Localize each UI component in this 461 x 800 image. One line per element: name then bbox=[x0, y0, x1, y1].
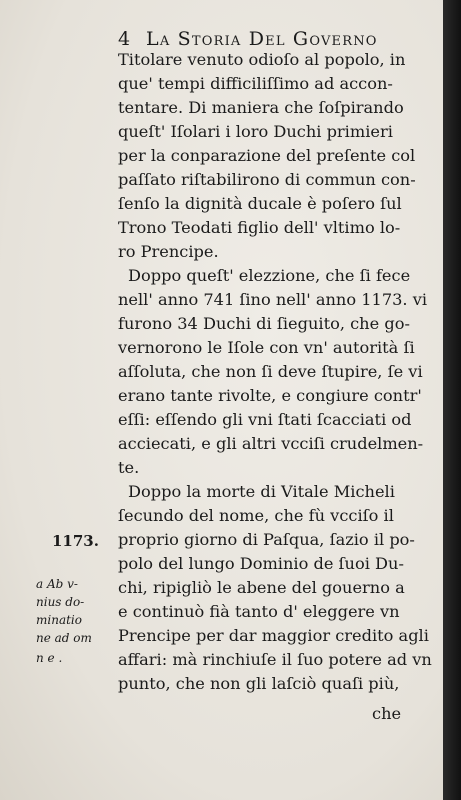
text-line: punto, che non gli laſciò quaſi più, bbox=[118, 674, 400, 693]
text-line: te. bbox=[118, 458, 140, 477]
text-line: chi, ripigliò le abene del gouerno a bbox=[118, 578, 405, 597]
text-line: ſecundo del nome, che fù vcciſo il bbox=[118, 506, 394, 525]
text-line: paſſato riſtabilirono di commun con- bbox=[118, 170, 416, 189]
text-line: ſenſo la dignità ducale è poſero ſul bbox=[118, 194, 402, 213]
margin-gloss-line: minatio bbox=[36, 613, 82, 627]
running-head: La Storia Del Governo bbox=[146, 28, 378, 50]
text-line: per la conparazione del preſente col bbox=[118, 146, 416, 165]
text-line: ro Prencipe. bbox=[118, 242, 219, 261]
text-line: Prencipe per dar maggior credito agli bbox=[118, 626, 429, 645]
text-line: erano tante rivolte, e congiure contr' bbox=[118, 386, 422, 405]
text-line: Titolare venuto odioſo al popolo, in bbox=[118, 50, 406, 69]
text-line: tentare. Di maniera che ſoſpirando bbox=[118, 98, 404, 117]
catchword: che bbox=[372, 704, 402, 723]
margin-gloss-line: ne ad om bbox=[36, 631, 92, 645]
text-line: acciecati, e gli altri vcciſi crudelmen- bbox=[118, 434, 424, 453]
text-line: nell' anno 741 ſino nell' anno 1173. vi bbox=[118, 290, 428, 309]
text-line: furono 34 Duchi di ſieguito, che go- bbox=[118, 314, 410, 333]
book-edge-shadow bbox=[443, 0, 461, 800]
text-line: affari: mà rinchiuſe il ſuo potere ad vn bbox=[118, 650, 432, 669]
text-line: e continuò fià tanto d' eleggere vn bbox=[118, 602, 400, 621]
margin-gloss-line: n e . bbox=[36, 651, 63, 665]
margin-gloss-line: a Ab v- bbox=[36, 577, 78, 591]
text-line: Trono Teodati figlio dell' vltimo lo- bbox=[118, 218, 401, 237]
text-line: vernorono le Iſole con vn' autorità ſi bbox=[118, 338, 415, 357]
margin-gloss-line: nius do- bbox=[36, 595, 85, 609]
text-line: Doppo la morte di Vitale Micheli bbox=[128, 482, 395, 501]
text-line: queſt' Iſolari i loro Duchi primieri bbox=[118, 122, 393, 141]
text-line: polo del lungo Dominio de ſuoi Du- bbox=[118, 554, 404, 573]
text-line: aſſoluta, che non ſi deve ſtupire, ſe vi bbox=[118, 362, 423, 381]
text-line: eſſi: eſſendo gli vni ſtati ſcacciati od bbox=[118, 410, 412, 429]
text-line: Doppo queſt' elezzione, che ſi fece bbox=[128, 266, 411, 285]
margin-year: 1173. bbox=[52, 532, 99, 550]
page-number: 4 bbox=[118, 28, 132, 50]
text-line: que' tempi difficiliſſimo ad accon- bbox=[118, 74, 393, 93]
text-line: proprio giorno di Paſqua, ſazio il po- bbox=[118, 530, 415, 549]
